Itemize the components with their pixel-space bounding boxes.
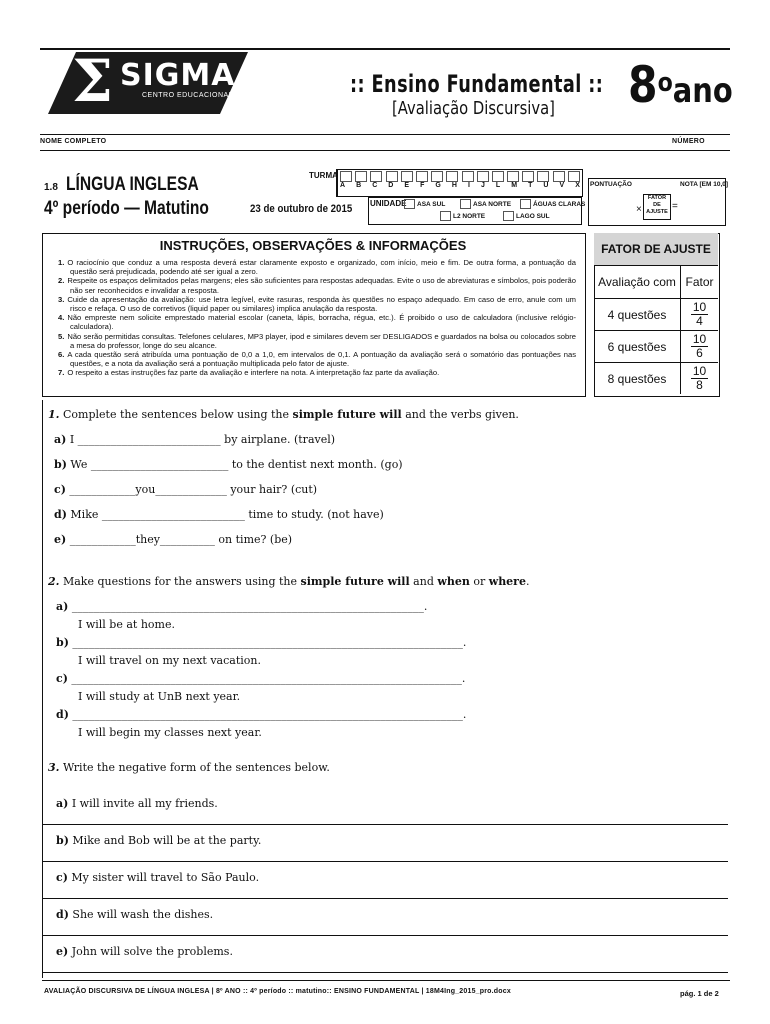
turma-checkbox[interactable] [401, 171, 413, 182]
sigma-logo-icon: Σ [72, 47, 114, 115]
turma-letter: U [543, 182, 549, 189]
fator-row [594, 331, 718, 363]
instruction-item: 5. Não serão permitidas consultas. Telefones celulares, MP3 player, ipod e similares devem ser DESLIGADOS e guardados na bolsa ou colocados sobre a mesa do professor, longe do seu alcance. [58, 331, 576, 350]
exam-date: 23 de outubro de 2015 [250, 203, 353, 215]
fator-ajuste-box: FATOR DE AJUSTE [643, 194, 671, 220]
turma-checkbox[interactable] [416, 171, 428, 182]
turma-letter: T [528, 182, 533, 189]
turma-checkbox[interactable] [568, 171, 580, 182]
fator-row [594, 299, 718, 331]
logo-subtitle: CENTRO EDUCACIONAL [142, 92, 234, 99]
checkbox-icon [440, 211, 451, 221]
turma-letter: J [480, 182, 485, 189]
turma-checkbox[interactable] [431, 171, 443, 182]
turma-checkbox[interactable] [522, 171, 534, 182]
q1-item[interactable]: a) I __________________________ by airplane. (travel) [54, 433, 336, 446]
unidade-option-asa-sul[interactable]: ASA SUL [404, 199, 445, 209]
q2-answer: I will travel on my next vacation. [78, 654, 261, 667]
pontuacao-field[interactable] [590, 192, 634, 220]
fator-row-value: $\frac{10}{8}$ [692, 364, 707, 392]
q3-item: c) My sister will travel to São Paulo. [56, 871, 260, 884]
turma-letter: D [388, 182, 394, 189]
turma-letter: H [451, 182, 457, 189]
turma-checkbox[interactable] [477, 171, 489, 182]
q3-answer-line[interactable] [42, 824, 728, 825]
turma-checkbox[interactable] [386, 171, 398, 182]
fator-row [594, 363, 718, 394]
turma-letter: M [511, 182, 518, 189]
turma-letters [340, 182, 580, 189]
unidade-option-asa-norte[interactable]: ASA NORTE [460, 199, 511, 209]
q3-answer-line[interactable] [42, 861, 728, 862]
times-sign: × [636, 204, 642, 215]
q1-item[interactable]: e) ____________they__________ on time? (be) [54, 533, 293, 546]
q2-question-line[interactable]: b) _______________________________________________________________________. [56, 636, 467, 649]
turma-checkbox[interactable] [340, 171, 352, 182]
instruction-item: 2. Respeite os espaços delimitados pelas margens; eles são suficientes para respostas adequadas. Evite o uso de abreviaturas e símbolos, pois poderão não ser reconhecidos e invalidar a resposta. [58, 276, 576, 295]
question-3-prompt: 3. Write the negative form of the sentences below. [48, 761, 330, 774]
instruction-item: 3. Cuide da apresentação da avaliação: use letra legível, evite rasuras, responda às questões no espaço adequado. Em caso de erro, anule com um risco e refaça. O uso de corretivos (liquid paper ou similares) implica anulação da resposta. [58, 294, 576, 314]
question-2-prompt: 2. Make questions for the answers using the simple future will and when or where. [48, 575, 530, 588]
fator-row-value: $\frac{10}{6}$ [692, 332, 707, 360]
q2-question-line[interactable]: a) ________________________________________________________________. [56, 600, 428, 613]
number-field[interactable] [668, 152, 728, 170]
instruction-item: 6. A cada questão será atribuída uma pontuação de 0,0 a 1,0, em intervalos de 0,1. A pontuação da avaliação será o somatório das pontuações nas questões, e a nota da avaliação será a pontuação multiplicada pelo fator de ajuste. [58, 350, 576, 369]
q3-item: b) Mike and Bob will be at the party. [56, 834, 262, 847]
checkbox-icon [520, 199, 531, 209]
instructions-list [56, 258, 576, 378]
q3-answer-line[interactable] [42, 972, 728, 973]
logo-wordmark: SIGMA [120, 58, 236, 93]
q3-answer-line[interactable] [42, 935, 728, 936]
q3-item: e) John will solve the problems. [56, 945, 233, 958]
page-number: pág. 1 de 2 [680, 989, 719, 998]
number-label: NÚMERO [672, 138, 705, 145]
fator-row-label: 8 questões [594, 363, 681, 394]
q2-question-line[interactable]: d) _______________________________________________________________________. [56, 708, 467, 721]
fator-table-header [594, 266, 718, 299]
turma-checkbox[interactable] [553, 171, 565, 182]
fator-row-label: 4 questões [594, 299, 681, 330]
unidade-option-l2-norte[interactable]: L2 NORTE [440, 211, 485, 221]
name-field[interactable] [40, 152, 600, 170]
turma-letter: X [575, 182, 580, 189]
turma-letter: A [340, 182, 346, 189]
turma-letter: F [420, 182, 425, 189]
turma-checkboxes [340, 171, 580, 182]
q1-item[interactable]: b) We _________________________ to the dentist next month. (go) [54, 458, 403, 471]
footer-rule [42, 980, 730, 981]
turma-letter: L [495, 182, 501, 189]
turma-checkbox[interactable] [355, 171, 367, 182]
name-line-top [40, 134, 730, 135]
fator-col-factor: Fator [685, 275, 714, 289]
turma-checkbox[interactable] [507, 171, 519, 182]
instruction-item: 4. Não empreste nem solicite emprestado material escolar (caneta, lápis, borracha, régua, etc.). É proibido o uso de calculadora (inclusive relógio-calculadora). [58, 313, 576, 332]
q1-item[interactable]: c) ____________you_____________ your hair? (cut) [54, 483, 318, 496]
nota-label: NOTA [EM 10,0] [680, 181, 729, 188]
exam-type: [Avaliação Discursiva] [392, 98, 555, 119]
level-title: :: Ensino Fundamental :: [350, 70, 604, 98]
period-label: 4º período — Matutino [44, 198, 209, 219]
instruction-item: 7. O respeito a estas instruções faz parte da avaliação e interfere na nota. A interpretação faz parte da avaliação. [58, 368, 440, 378]
name-line-bottom [40, 150, 730, 151]
q3-item: a) I will invite all my friends. [56, 797, 218, 810]
fator-table-title: FATOR DE AJUSTE [594, 233, 718, 266]
turma-letter: C [372, 182, 378, 189]
turma-checkbox[interactable] [492, 171, 504, 182]
q2-answer: I will study at UnB next year. [78, 690, 241, 703]
turma-letter: G [435, 182, 441, 189]
question-1-prompt: 1. Complete the sentences below using the simple future will and the verbs given. [48, 408, 519, 421]
subject-number: 1.8 [44, 182, 58, 193]
turma-letter: V [559, 182, 565, 189]
fator-row-label: 6 questões [594, 331, 681, 362]
answer-area-left-border [42, 400, 43, 978]
unidade-option-aguas-claras[interactable]: ÁGUAS CLARAS [520, 199, 585, 209]
grade-label: 8$^o$ano [628, 56, 733, 114]
q2-question-line[interactable]: c) _______________________________________________________________________. [56, 672, 466, 685]
checkbox-icon [404, 199, 415, 209]
turma-checkbox[interactable] [537, 171, 549, 182]
unidade-label: UNIDADE [370, 199, 407, 208]
footer-info: AVALIAÇÃO DISCURSIVA DE LÍNGUA INGLESA | 8º ANO :: 4º período :: matutino:: ENSINO FUNDAMENTAL | 18M4Ing_2015_pro.docx [44, 988, 511, 995]
subject-name: LÍNGUA INGLESA [66, 174, 199, 195]
nota-field[interactable] [682, 192, 722, 220]
checkbox-icon [460, 199, 471, 209]
turma-label: TURMA [309, 171, 338, 180]
turma-checkbox[interactable] [370, 171, 382, 182]
q2-answer: I will be at home. [78, 618, 175, 631]
turma-letter: B [356, 182, 362, 189]
unidade-option-lago-sul[interactable]: LAGO SUL [503, 211, 550, 221]
pontuacao-label: PONTUAÇÃO [590, 181, 632, 188]
q1-item[interactable]: d) Mike __________________________ time to study. (not have) [54, 508, 384, 521]
turma-checkbox[interactable] [462, 171, 474, 182]
turma-letter: E [404, 182, 410, 189]
turma-checkbox[interactable] [446, 171, 458, 182]
q3-item: d) She will wash the dishes. [56, 908, 214, 921]
fator-col-evaluation: Avaliação com [594, 266, 681, 298]
instructions-title: INSTRUÇÕES, OBSERVAÇÕES & INFORMAÇÕES [159, 238, 467, 253]
turma-letter: I [467, 182, 470, 189]
fator-row-value: $\frac{10}{4}$ [692, 300, 707, 328]
q2-answer: I will begin my classes next year. [78, 726, 262, 739]
name-label: NOME COMPLETO [40, 138, 107, 145]
q3-answer-line[interactable] [42, 898, 728, 899]
equals-sign: = [672, 201, 678, 212]
instruction-item: 1. O raciocínio que conduz a uma resposta deverá estar claramente exposto e organizado, com início, meio e fim. De outra forma, a pontuação da questão será prejudicada, podendo até ser igual a zero. [58, 258, 576, 277]
checkbox-icon [503, 211, 514, 221]
